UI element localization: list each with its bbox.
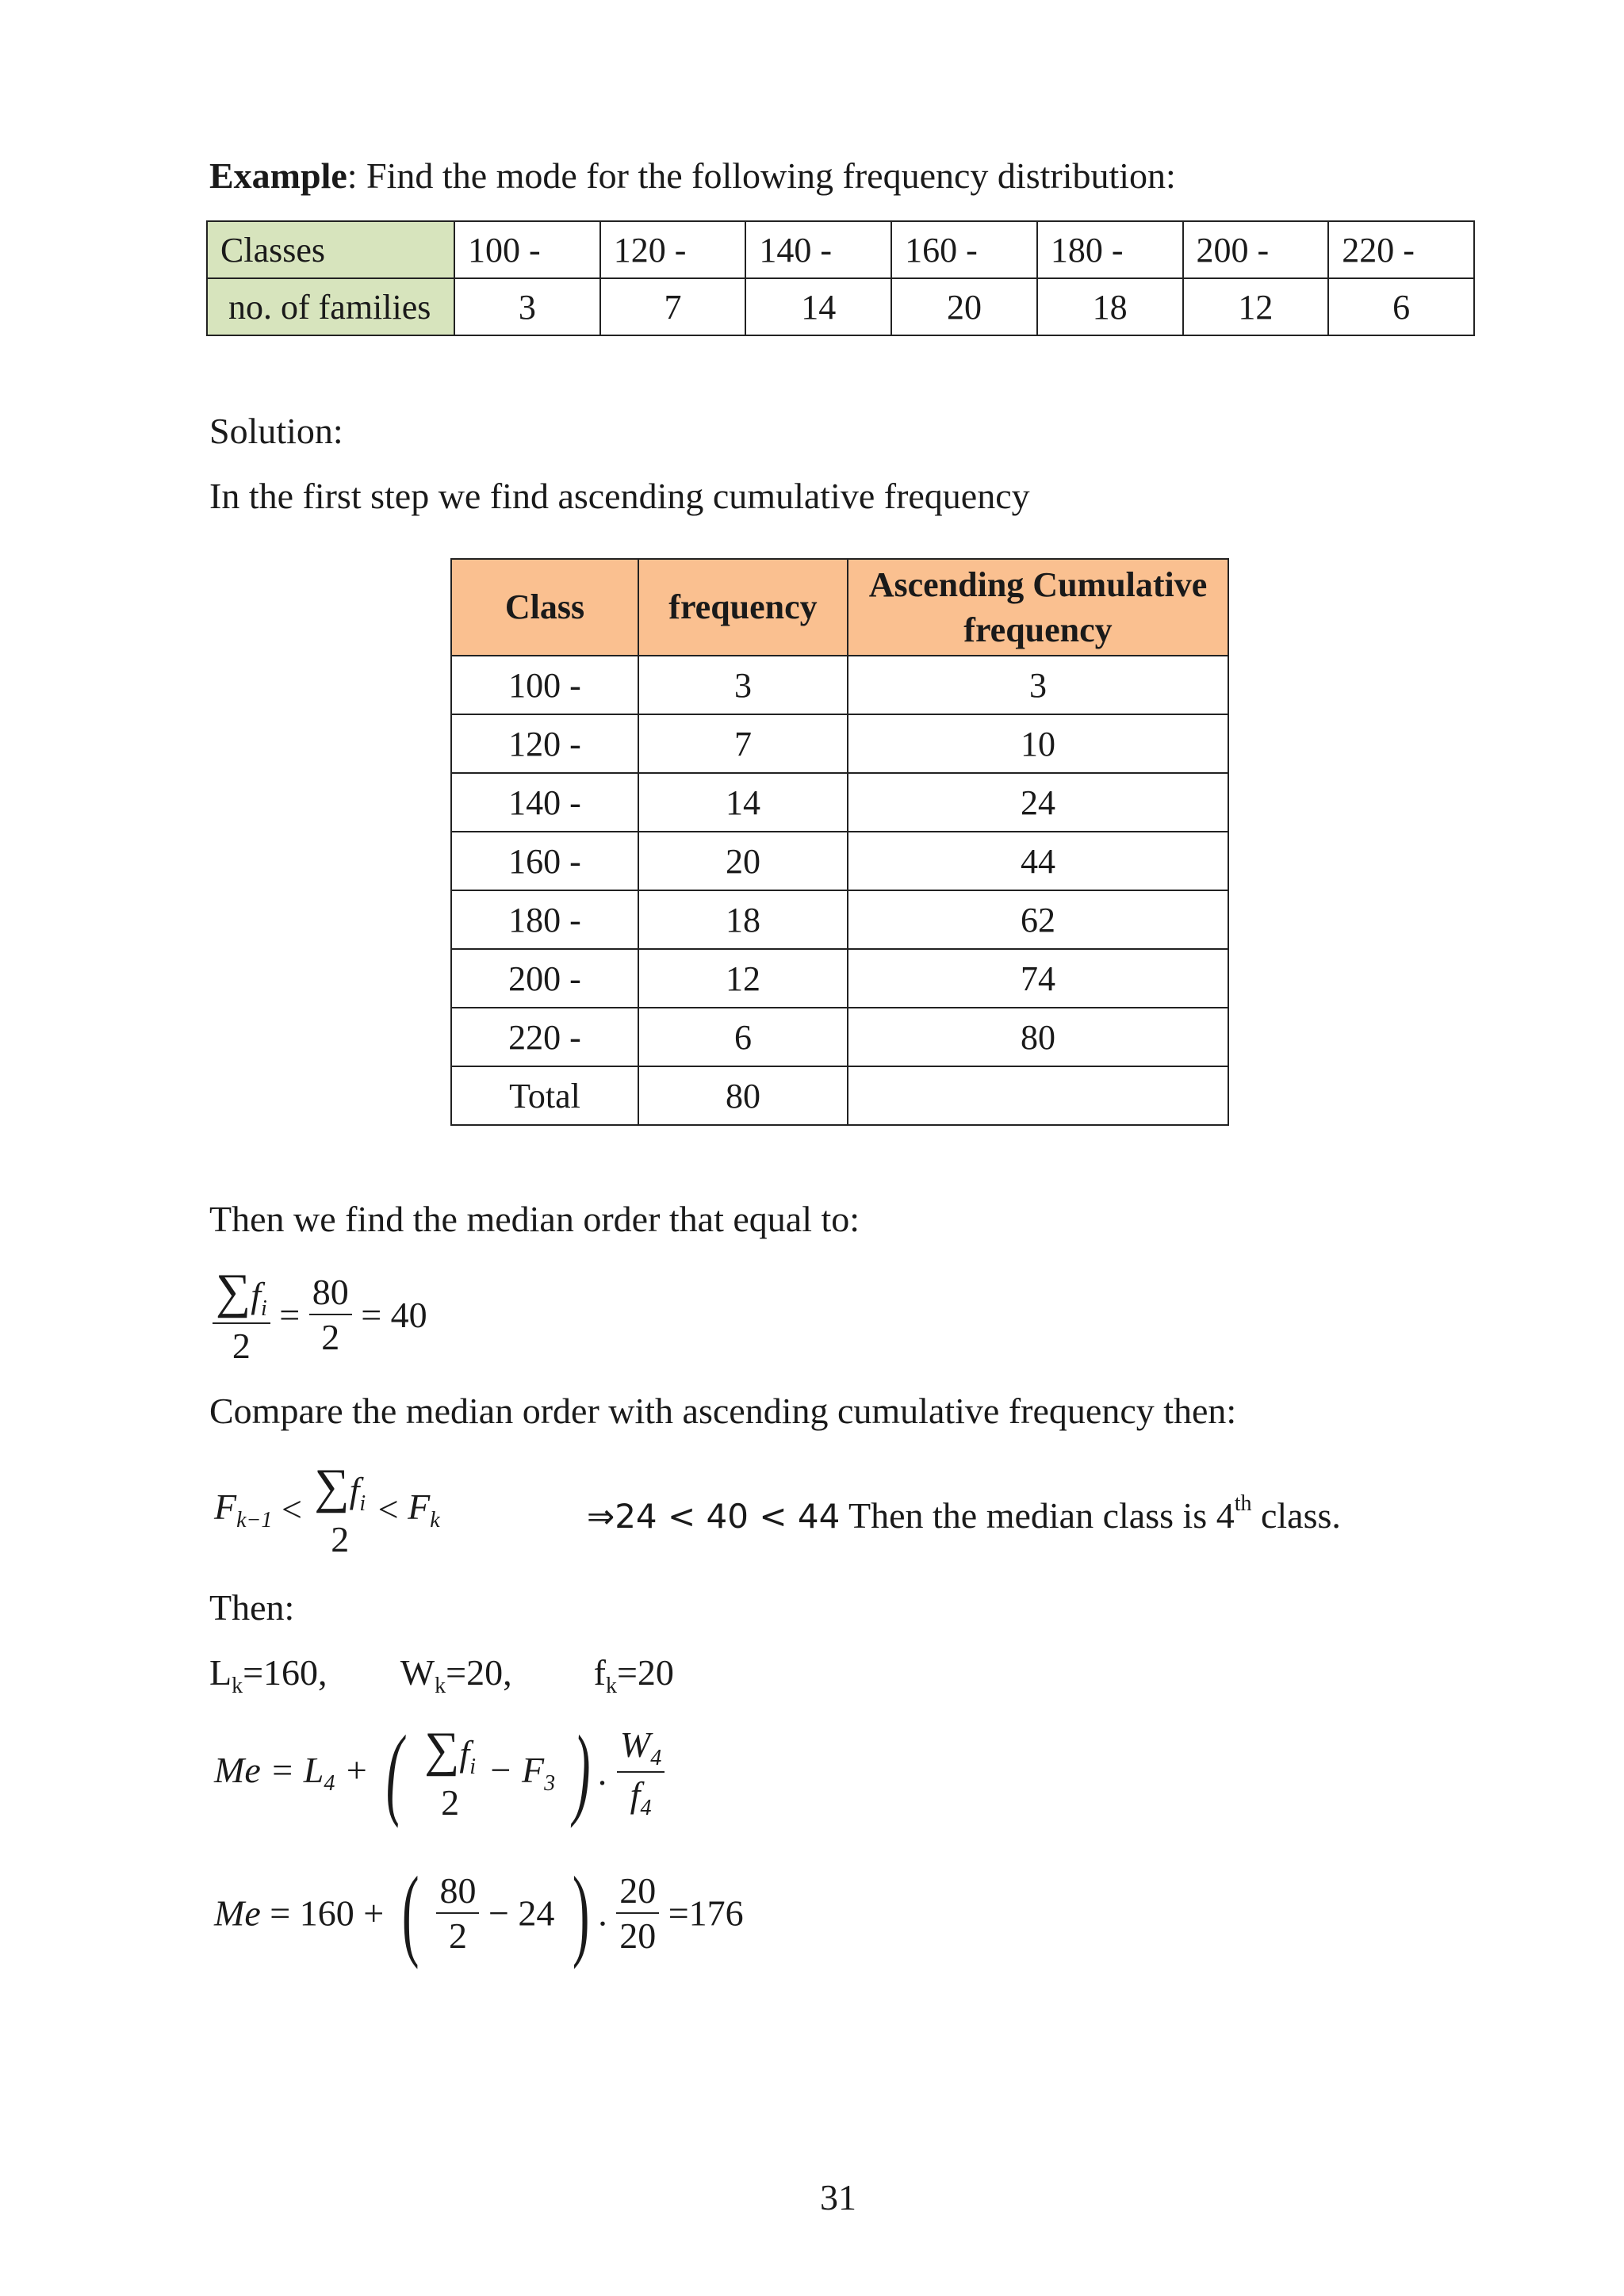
table-cell: 140 - bbox=[451, 773, 638, 832]
table-cell: 120 - bbox=[600, 221, 746, 278]
table-cell: 18 bbox=[1037, 278, 1183, 335]
table-cell: 180 - bbox=[451, 890, 638, 949]
table-cell: Total bbox=[451, 1066, 638, 1125]
table-cell: 160 - bbox=[891, 221, 1037, 278]
table-cell: 160 - bbox=[451, 832, 638, 890]
table-row-total bbox=[451, 1066, 1228, 1125]
then-label: Then: bbox=[209, 1587, 295, 1628]
table-cell: 80 bbox=[638, 1066, 848, 1125]
table-row bbox=[451, 832, 1228, 890]
fk-value: =20 bbox=[616, 1652, 674, 1693]
table-row bbox=[451, 949, 1228, 1008]
lk-value: =160, bbox=[243, 1652, 327, 1693]
example-label: Example bbox=[209, 155, 347, 196]
median-numeric-formula: Me = 160 + ( $\frac{80}{2}$ − 24 ) . $\frac{20}{20}$ =176 bbox=[214, 1856, 744, 1970]
table-cell: 7 bbox=[638, 714, 848, 773]
table-cell: 74 bbox=[848, 949, 1228, 1008]
table-cell: 14 bbox=[638, 773, 848, 832]
inequality-numbers: ⇒24 < 40 < 44 bbox=[587, 1497, 841, 1536]
table-cell: 12 bbox=[638, 949, 848, 1008]
inequality-formula: $F_{k-1}$ < $\sum f_i$ 2 < $F_k$ bbox=[214, 1460, 440, 1559]
table-cell: 3 bbox=[848, 656, 1228, 714]
table-cell: 6 bbox=[638, 1008, 848, 1066]
table-row bbox=[451, 773, 1228, 832]
median-order-result: = 40 bbox=[361, 1294, 427, 1335]
table-cell: 12 bbox=[1183, 278, 1329, 335]
header-frequency: frequency bbox=[638, 559, 848, 656]
value-fraction: $\frac{80}{2}$ bbox=[309, 1270, 352, 1359]
table-cell: 3 bbox=[638, 656, 848, 714]
table-cell: 44 bbox=[848, 832, 1228, 890]
inequality-values: ⇒24 < 40 < 44 Then the median class is 4th class. bbox=[587, 1491, 1341, 1536]
table-cell: 200 - bbox=[1183, 221, 1329, 278]
cumulative-frequency-table bbox=[450, 558, 1229, 1126]
step1-text: In the first step we find ascending cumulative frequency bbox=[209, 476, 1030, 516]
solution-label: Solution: bbox=[209, 411, 343, 451]
median-order-text: Then we find the median order that equal to: bbox=[209, 1199, 860, 1239]
table-row bbox=[451, 890, 1228, 949]
table-cell: 62 bbox=[848, 890, 1228, 949]
table-cell: 220 - bbox=[451, 1008, 638, 1066]
table-cell: 10 bbox=[848, 714, 1228, 773]
table-cell: 200 - bbox=[451, 949, 638, 1008]
table-cell: 24 bbox=[848, 773, 1228, 832]
wk-value: =20, bbox=[446, 1652, 512, 1693]
table-cell: 220 - bbox=[1328, 221, 1474, 278]
table-header-row bbox=[451, 559, 1228, 656]
table-cell: 120 - bbox=[451, 714, 638, 773]
median-result: =176 bbox=[668, 1892, 744, 1934]
table-cell: 14 bbox=[745, 278, 891, 335]
frequency-distribution-table bbox=[206, 220, 1475, 336]
header-class: Class bbox=[451, 559, 638, 656]
table-row bbox=[451, 656, 1228, 714]
median-order-formula: $\frac{\sum f_i}{2}$ = $\frac{80}{2}$ = 40 bbox=[213, 1262, 427, 1368]
table-cell: 3 bbox=[454, 278, 600, 335]
table-row bbox=[451, 714, 1228, 773]
row-label-families: no. of families bbox=[207, 278, 454, 335]
table-cell: 80 bbox=[848, 1008, 1228, 1066]
table-cell bbox=[848, 1066, 1228, 1125]
table-cell: 18 bbox=[638, 890, 848, 949]
classes-row bbox=[207, 221, 1474, 278]
header-cumulative: Ascending Cumulative frequency bbox=[848, 559, 1228, 656]
cumulative-value: 24 bbox=[518, 1892, 555, 1934]
median-class-conclusion: Then the median class is 4 bbox=[848, 1495, 1235, 1536]
sum-fraction: $\frac{\sum f_i}{2}$ bbox=[213, 1262, 270, 1368]
table-cell: 20 bbox=[638, 832, 848, 890]
table-cell: 6 bbox=[1328, 278, 1474, 335]
median-general-formula: $Me = L_4$ + ( $\sum f_i$ 2 − $F_3$ ) . $\frac{W_4}{f_4}$ bbox=[214, 1720, 665, 1824]
table-row bbox=[451, 1008, 1228, 1066]
families-row bbox=[207, 278, 1474, 335]
table-cell: 100 - bbox=[454, 221, 600, 278]
table-cell: 100 - bbox=[451, 656, 638, 714]
table-cell: 140 - bbox=[745, 221, 891, 278]
parameters-line: $L_k=160$, $W_k=20$, $f_k=20$ bbox=[209, 1652, 674, 1698]
table-cell: 180 - bbox=[1037, 221, 1183, 278]
example-heading bbox=[209, 154, 1176, 197]
table-cell: 20 bbox=[891, 278, 1037, 335]
compare-text: Compare the median order with ascending cumulative frequency then: bbox=[209, 1391, 1237, 1431]
row-label-classes: Classes bbox=[207, 221, 454, 278]
page-number: 31 bbox=[820, 2177, 856, 2218]
lower-bound-value: 160 bbox=[299, 1892, 354, 1934]
table-cell: 7 bbox=[600, 278, 746, 335]
example-text: : Find the mode for the following frequency distribution: bbox=[347, 155, 1176, 196]
